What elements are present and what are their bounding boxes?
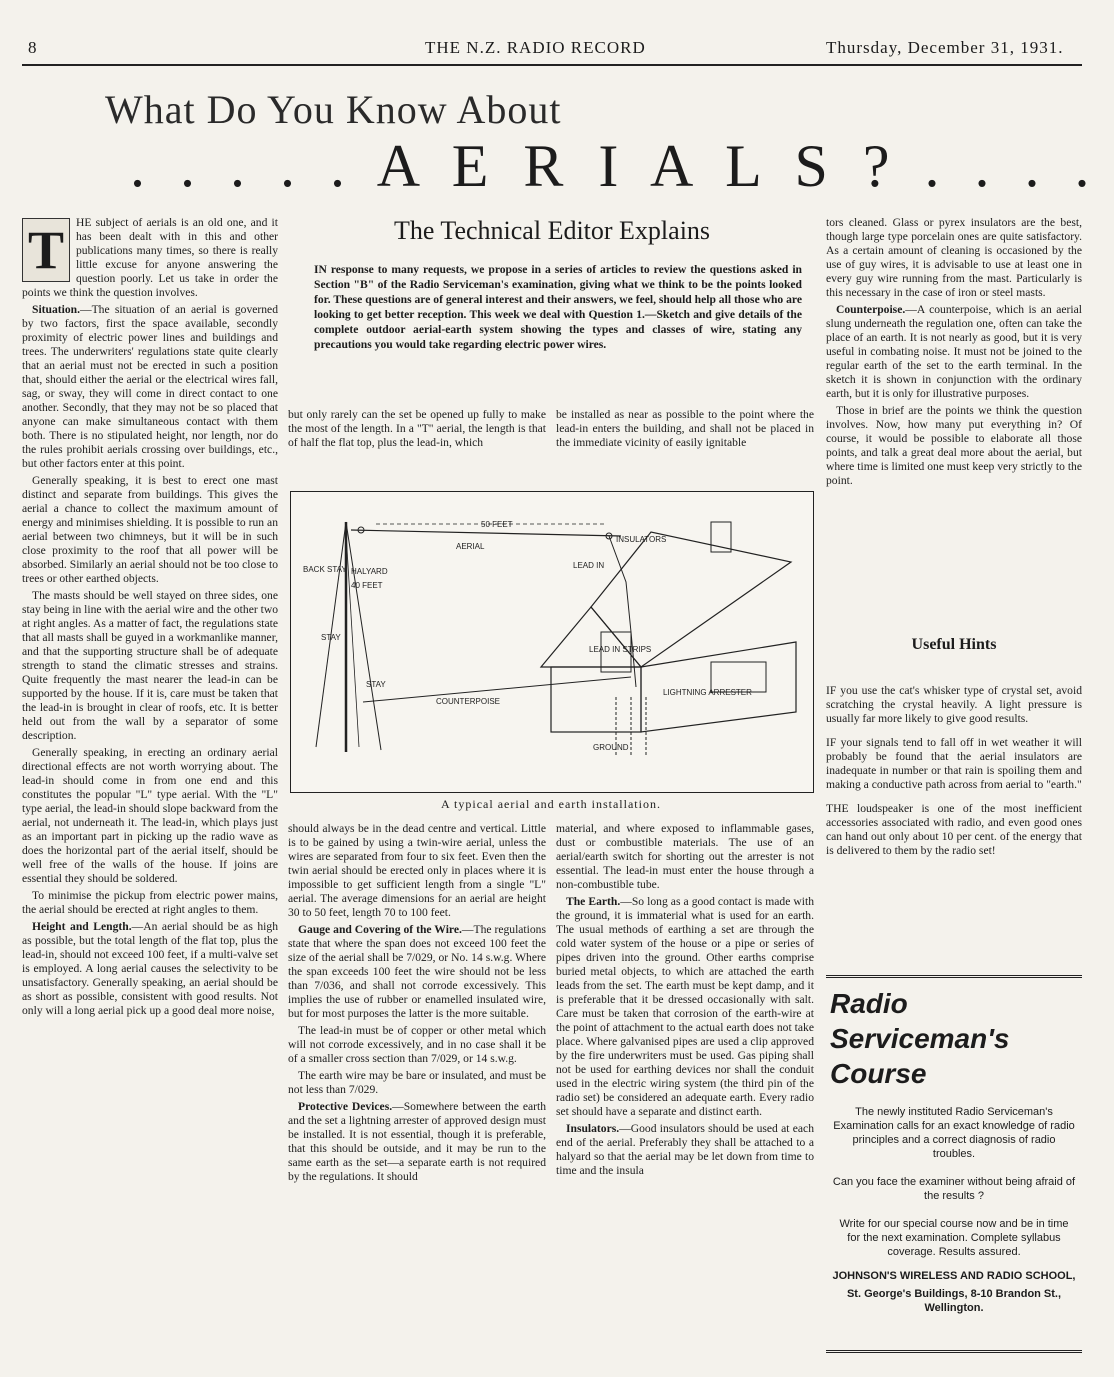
hint-crystal: IF you use the cat's whisker type of crystal set, avoid scratching the crystal heavily. A light pressure is usually far more likely to give good results. — [826, 684, 1082, 725]
publication-name: THE N.Z. RADIO RECORD — [425, 38, 646, 57]
situation-heading: Situation. — [32, 303, 80, 316]
insulators-paragraph — [556, 1122, 814, 1178]
insulators-text: —Good insulators should be used at each end of the aerial. Preferably they shall be attached to a halyard so that the aerial may be let down from time to time and the insula — [556, 1122, 814, 1177]
ground-label: GROUND — [593, 743, 629, 752]
span-label: 50 FEET — [481, 520, 513, 529]
directional-paragraph: Generally speaking, in erecting an ordinary aerial directional effects are not worth worrying about. The lead-in should come in from one end and this constitutes the popular "L" type aerial. With the "L" type aerial, the lead-in should slope backward from the aerial, not underneath it. The lead-in, which plays just as an important part in picking up the radio wave as does the horizontal part of the aerial itself, should be well free of the walls of the house. If joins are essential they should be soldered. — [22, 746, 278, 885]
hint-signals: IF your signals tend to fall off in wet weather it will probably be found that the aerial insulators are inadequate in number or that rain is spoiling them and making a conductive path across from aerial to "earth." — [826, 736, 1082, 791]
issue-date: Thursday, December 31, 1931. — [826, 38, 1064, 57]
ad-paragraph-1: The newly instituted Radio Serviceman's Examination calls for an exact knowledge of radio principles and a correct diagnosis of radio troubles. — [833, 1106, 1075, 1160]
column-3-top — [556, 408, 814, 464]
height-paragraph — [22, 920, 278, 1018]
ad-paragraph-2: Can you face the examiner without being afraid of the results ? — [832, 1176, 1076, 1202]
protective-paragraph — [288, 1100, 546, 1184]
counterpoise-heading: Counterpoise. — [836, 303, 906, 316]
advertisement — [826, 975, 1082, 1353]
drop-cap: T — [22, 218, 70, 282]
useful-hints — [826, 684, 1082, 954]
aerial-installation-figure — [290, 491, 814, 793]
article-subtitle: The Technical Editor Explains — [393, 216, 711, 245]
gauge-paragraph — [288, 923, 546, 1021]
twin-wire-paragraph: should always be in the dead centre and vertical. Little is to be gained by using a twin-wire aerial, unless the wires are separated from four to six feet. Even then the twin aerial should be erected only in places where it is impossible to get sufficient length from a single "L" aerial. The average dimensions for an aerial are height 30 to 50 feet, length 70 to 100 feet. — [288, 822, 546, 919]
gauge-text: —The regulations state that where the span does not exceed 100 feet the size of the aerial shall be 7/029, or No. 14 s.w.g. Where the span exceeds 100 feet the wire should not be less than 7/036, and shall not corrode excessively. This implies the use of rubber or enamelled insulated wire, but for most purposes the latter is the more suitable. — [288, 923, 546, 1020]
headline-aerials: . . . . . A E R I A L S ? . . . . — [130, 133, 1100, 199]
aerial-label: AERIAL — [456, 542, 485, 551]
situation-text: —The situation of an aerial is governed by two factors, first the space available, secondly proximity of electric power lines and buildings and trees. The underwriters' regulations state quite clearly that an aerial must not be erected in such a position that, should either the aerial or the electrical wires fall, sag, or sway, they will come in direct contact to one another. Secondly, that they may not be so placed that anyone can make simultaneous contact with them both. There is no stipulated height, nor length, nor do the rules prohibit aerials crossing over buildings, etc., but other factors enter at this point. — [22, 303, 278, 470]
counterpoise-paragraph — [826, 303, 1082, 401]
counterpoise-text: —A counterpoise, which is an aerial slung underneath the regulation one, often can take the place of an earth. It is not nearly as good, but it is very useful in combating noise. It must not be joined to the regular earth of the set to the earth terminal. In the sketch it is shown in conjunction with the ordinary earth, but it is only for illustrative purposes. — [826, 303, 1082, 400]
ad-address: St. George's Buildings, 8-10 Brandon St., Wellington. — [846, 1288, 1062, 1314]
lead-in-strips-label: LEAD IN STRIPS — [589, 645, 652, 654]
situation-paragraph — [22, 303, 278, 471]
lead-in-metal-paragraph: The lead-in must be of copper or other metal which will not corrode excessively, and in no case shall it be of a smaller cross section than 7/029, or 14 s.w.g. — [288, 1024, 546, 1065]
ad-school-name: JOHNSON'S WIRELESS AND RADIO SCHOOL, — [832, 1270, 1076, 1282]
insulators-heading: Insulators. — [566, 1122, 620, 1135]
halyard-label: HALYARD — [351, 567, 388, 576]
ad-title-line-3: Course — [830, 1058, 927, 1089]
stay-label: STAY — [321, 633, 341, 642]
counterpoise-label: COUNTERPOISE — [436, 697, 501, 706]
ad-title — [830, 986, 1082, 1091]
house-gable — [541, 607, 641, 667]
ad-title-line-2: Serviceman's — [830, 1023, 1010, 1054]
earth-paragraph — [556, 895, 814, 1119]
insulators-cont-paragraph: tors cleaned. Glass or pyrex insulators are the best, though large type porcelain ones are quite satisfactory. As a certain amount of cleaning is occasioned by the use of guy wires, it is advisable to use at least one in every guy wire running from the mast. Particularly is this necessary in the case of iron or steel masts. — [826, 216, 1082, 299]
lead-in-label: LEAD IN — [573, 561, 605, 570]
insulators-label: INSULATORS — [616, 535, 667, 544]
headline-line-1: What Do You Know About — [105, 87, 562, 132]
opening-paragraph: HE subject of aerials is an old one, and it has been dealt with in this and other publications many times, so there is really little excuse for anyone answering the question poorly. Let us take in order the points we think the question involves. — [22, 216, 278, 299]
stays-paragraph: The masts should be well stayed on three sides, one stay being in line with the aerial wire and the other two at right angles. As a matter of fact, the regulations state that all masts shall be guyed in a workmanlike manner, and that the supporting structure shall be of adequate strength to stand the climatic stresses and strains. Quite frequently the mast nearer the lead-in can be supported by the house. If it is, care must be taken that the lead-in is brought in clear of roofs, etc. It is better held out from the wall by a separator of some description. — [22, 589, 278, 742]
mast-paragraph: Generally speaking, it is best to erect one mast distinct and separate from buildings. This gives the aerial a chance to collect the maximum amount of energy and minimises shielding. It is possible to run an aerial between two chimneys, but it will be in such close proximity to the roof that all power will be absorbed. Similarly an aerial should not be too close to trees or other earthed objects. — [22, 474, 278, 585]
earth-wire-paragraph: The earth wire may be bare or insulated, and must be not less than 7/029. — [288, 1069, 546, 1096]
article-intro: IN response to many requests, we propose in a series of articles to review the questions asked in Section "B" of the Radio Serviceman's examination, giving what we think to be the points looked for. These questions are of general interest and their answers, we feel, should help all those who are looking to get better reception. This week we deal with Question 1.—Sketch and give details of the complete outdoor aerial-earth system showing the types and classes of wire, stating any precautions you would take regarding electric power wires. — [314, 263, 803, 351]
ad-title-line-1: Radio — [830, 988, 908, 1019]
summary-paragraph: Those in brief are the points we think the question involves. Now, how many put everything in? Of course, it would be possible to elaborate all those points, and talk a great deal more about the aerial, but where time is limited one must keep very strictly to the point. — [826, 404, 1082, 487]
article-column-3 — [556, 822, 814, 1352]
height-text: —An aerial should be as high as possible, but the total length of the flat top, plus the lead-in, should not exceed 100 feet, if a multi-valve set is employed. A long aerial causes the selectivity to be unsatisfactory. Generally speaking, an aerial should be as short as possible, consistent with good results. Not only will a long aerial pick up a good deal more noise, — [22, 920, 278, 1017]
protective-heading: Protective Devices. — [298, 1100, 393, 1113]
lightning-arrester-label: LIGHTNING ARRESTER — [663, 688, 752, 697]
house-side-wall — [641, 642, 796, 732]
earth-heading: The Earth. — [566, 895, 621, 908]
column-2-top — [288, 408, 546, 464]
back-stay-label: BACK STAY — [303, 565, 347, 574]
page-number: 8 — [28, 38, 38, 57]
column-3-top-text: be installed as near as possible to the point where the lead-in enters the building, and shall not be placed in the immediate vicinity of easily ignitable — [556, 408, 814, 449]
article-column-2 — [288, 822, 546, 1352]
article-column-4 — [826, 216, 1082, 608]
lead-in-wire — [609, 536, 636, 687]
height-heading: Height and Length. — [32, 920, 132, 933]
forty-feet-label: 40 FEET — [351, 581, 383, 590]
inflammable-paragraph: material, and where exposed to inflammable gases, dust or combustible materials. The use of an aerial/earth switch for shorting out the arrester is not essential. The lead-in must enter the house through a non-combustible tube. — [556, 822, 814, 891]
hint-loudspeaker: THE loudspeaker is one of the most inefficient accessories associated with radio, and even good ones can hand out only about 10 per cent. of the energy that is delivered to them by the radio set! — [826, 802, 1082, 857]
figure-caption: A typical aerial and earth installation. — [441, 797, 661, 811]
pickup-paragraph: To minimise the pickup from electric power mains, the aerial should be erected at right angles to them. — [22, 889, 278, 916]
protective-text: —Somewhere between the earth and the set a lightning arrester of approved design must be installed. It is not essential, though it is preferable, that this should be outside, and it may be run to the same earth as the set—a separate earth is not required by the regulations. It should — [288, 1100, 546, 1183]
useful-hints-title: Useful Hints — [911, 636, 997, 653]
column-2-top-text: but only rarely can the set be opened up fully to make the most of the length. In a "T" aerial, the length is that of half the flat top, plus the lead-in, which — [288, 408, 546, 449]
earth-text: —So long as a good contact is made with the ground, it is immaterial what is used for an earth. The usual methods of earthing a set are through the cold water system of the house or a pipe or series of pipes driven into the ground. Other earths comprise buried metal objects, to which are attached the earth leads from the set. The earth must be kept damp, and it is preferable that it be dressed occasionally with salt. Care must be taken that corrosion of the earth-wire at the point of attachment to the actual earth does not take place. Where galvanised pipes are used a clip approved by the fire underwriters must be used. Gas piping shall not be used for earthing devices nor shall the conduit used in the electric wiring system (the third pin of the radio set) be considered an adequate earth. Every radio set should have a separate and distinct earth. — [556, 895, 814, 1118]
aerial-diagram — [291, 492, 813, 792]
gauge-heading: Gauge and Covering of the Wire. — [298, 923, 462, 936]
house-front-wall — [551, 667, 641, 732]
article-column-1 — [22, 216, 278, 1364]
side-stay-wire — [346, 522, 381, 750]
lower-stay-label: STAY — [366, 680, 386, 689]
header-rule — [22, 64, 1082, 66]
ad-paragraph-3: Write for our special course now and be in time for the next examination. Complete syllabus coverage. Results assured. — [839, 1218, 1069, 1258]
aerial-wire — [351, 530, 621, 536]
